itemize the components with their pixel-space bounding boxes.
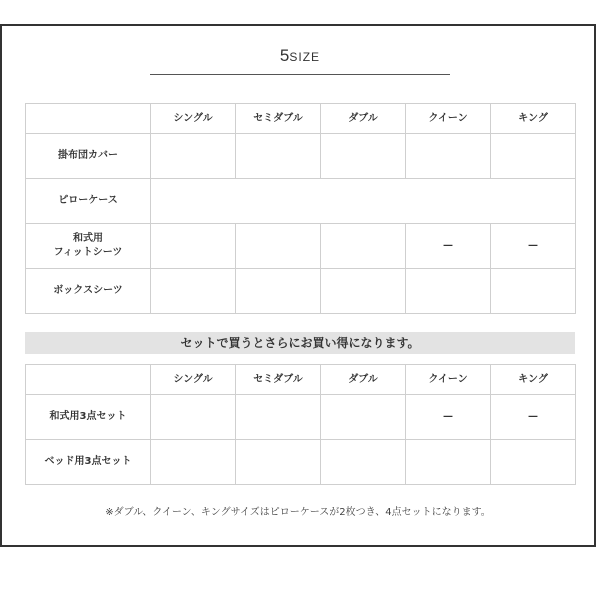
- table-cell: [406, 134, 491, 179]
- table-cell: [321, 395, 406, 440]
- table-cell: [491, 269, 576, 314]
- header-king: キング: [491, 104, 576, 134]
- table-cell: [406, 440, 491, 485]
- table-cell: [321, 134, 406, 179]
- table-cell: [236, 224, 321, 269]
- not-available-mark: —: [406, 395, 491, 440]
- table-cell: [236, 134, 321, 179]
- row-label-line1: 和式用: [73, 233, 103, 244]
- row-label: ピローケース: [26, 179, 151, 224]
- table-header-row: [26, 365, 576, 395]
- table-cell: [236, 269, 321, 314]
- footnote: ※ダブル、クイーン、キングサイズはピローケースが2枚つき、4点セットになります。: [105, 507, 491, 518]
- title-word: SIZE: [289, 50, 321, 64]
- table-header-row: [26, 104, 576, 134]
- header-king: キング: [491, 365, 576, 395]
- title-number: 5: [279, 46, 290, 65]
- table-row: [26, 179, 576, 224]
- header-single: シングル: [151, 104, 236, 134]
- header-queen: クイーン: [406, 365, 491, 395]
- table-cell: [236, 395, 321, 440]
- table-cell: [236, 440, 321, 485]
- table-cell: [321, 224, 406, 269]
- set-table: [25, 364, 576, 485]
- table-row: [26, 134, 576, 179]
- table-cell: [151, 134, 236, 179]
- header-semi-double: セミダブル: [236, 365, 321, 395]
- header-double: ダブル: [321, 365, 406, 395]
- table-cell: [321, 440, 406, 485]
- size-table: [25, 103, 576, 314]
- row-label: ボックスシーツ: [26, 269, 151, 314]
- header-cell-empty: [26, 104, 151, 134]
- page-title: [150, 46, 450, 66]
- not-available-mark: —: [491, 224, 576, 269]
- table-cell-merged: [151, 179, 576, 224]
- row-label: [26, 224, 151, 269]
- set-discount-banner: セットで買うとさらにお買い得になります。: [25, 332, 575, 354]
- header-queen: クイーン: [406, 104, 491, 134]
- table-cell: [151, 224, 236, 269]
- table-cell: [491, 440, 576, 485]
- table-cell: [151, 269, 236, 314]
- table-row: [26, 269, 576, 314]
- table-cell: [491, 134, 576, 179]
- row-label: ベッド用3点セット: [26, 440, 151, 485]
- table-row: [26, 224, 576, 269]
- row-label: 和式用3点セット: [26, 395, 151, 440]
- header-single: シングル: [151, 365, 236, 395]
- table-cell: [406, 269, 491, 314]
- table-cell: [151, 395, 236, 440]
- not-available-mark: —: [406, 224, 491, 269]
- row-label: 掛布団カバー: [26, 134, 151, 179]
- table-cell: [151, 440, 236, 485]
- row-label-line2: フィットシーツ: [53, 247, 123, 258]
- header-cell-empty: [26, 365, 151, 395]
- table-row: [26, 440, 576, 485]
- not-available-mark: —: [491, 395, 576, 440]
- title-underline: [150, 74, 450, 75]
- table-row: [26, 395, 576, 440]
- header-semi-double: セミダブル: [236, 104, 321, 134]
- table-cell: [321, 269, 406, 314]
- header-double: ダブル: [321, 104, 406, 134]
